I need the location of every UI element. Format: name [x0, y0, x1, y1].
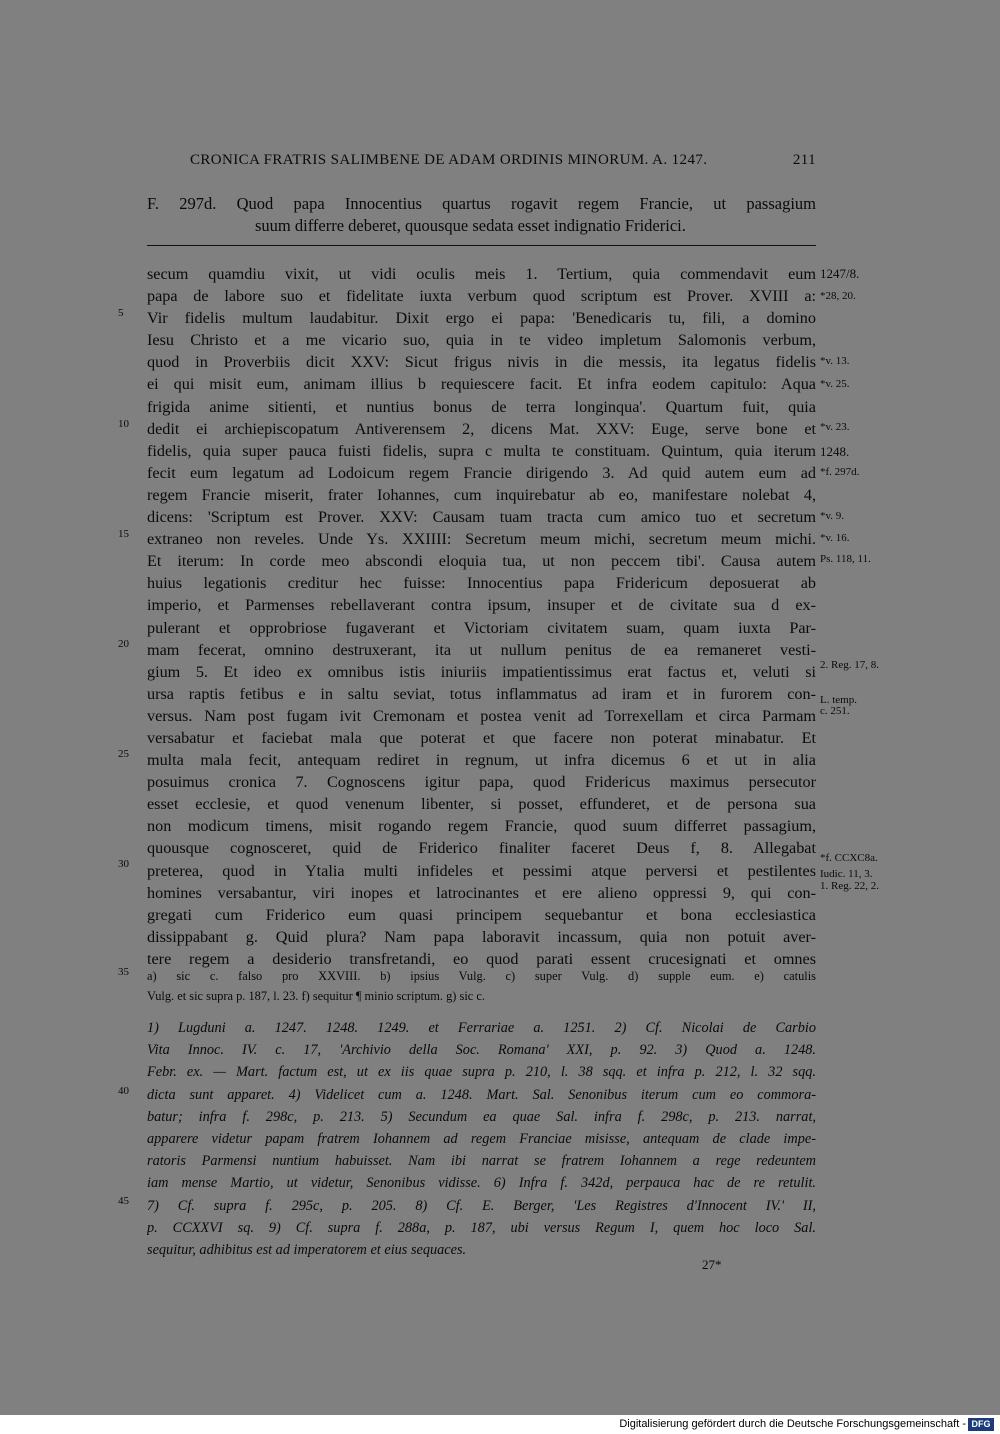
text-line: dedit ei archiepiscopatum Antiverensem 2, dicens Mat. XXV: Euge, serve bone et: [147, 419, 816, 438]
text-line: versabatur et faciebat mala que poterat et que facere non poterat minabatur. Et: [147, 728, 816, 747]
text-line: preterea, quod in Ytalia multi infideles et pessimi atque perversi et pestilentes: [147, 861, 816, 880]
running-header: [190, 152, 816, 169]
line-number: 40: [118, 1085, 129, 1097]
footnote-line: sequitur, adhibitus est ad imperatorem et eius sequaces.: [147, 1241, 467, 1258]
margin-note: L. temp.: [820, 694, 857, 706]
footnote-line: dicta sunt apparet. 4) Videlicet cum a. 1248. Mart. Sal. Senonibus iterum cum eo commora-: [147, 1086, 816, 1103]
main-text: [147, 263, 816, 970]
margin-note: *v. 23.: [820, 421, 850, 433]
text-line: Iesu Christo et a me vicario suo, quia in te video impletum Salomonis verbum,: [147, 331, 816, 350]
margin-note: 2. Reg. 17, 8.: [820, 659, 879, 671]
text-line: papa de labore suo et fidelitate iuxta verbum quod scriptum est Prover. XVIII a:: [147, 287, 816, 306]
chapter-heading-line: F. 297d. Quod papa Innocentius quartus rogavit regem Francie, ut passagium: [147, 194, 816, 213]
running-title: CRONICA FRATRIS SALIMBENE DE ADAM ORDINIS MINORUM. A. 1247.: [190, 152, 708, 168]
line-number: 5: [118, 307, 124, 319]
line-number: 25: [118, 748, 129, 760]
text-line: posuimus cronica 7. Cognoscens igitur papa, quod Fridericus maximus persecutor: [147, 773, 816, 792]
apparatus-line: a) sic c. falso pro XXVIII. b) ipsius Vulg. c) super Vulg. d) supple eum. e) catulis: [147, 969, 816, 983]
text-line: Vir fidelis multum laudabitur. Dixit ergo ei papa: 'Benedicaris tu, fili, a domino: [147, 309, 816, 328]
apparatus-line: Vulg. et sic supra p. 187, l. 23. f) sequitur ¶ minio scriptum. g) sic c.: [147, 989, 485, 1003]
text-line: extraneo non reveles. Unde Ys. XXIIII: Secretum meum michi, secretum meum michi.: [147, 530, 816, 549]
text-line: mam fecerat, omnino destruxerant, ita ut nullum penitus de ea remaneret vesti-: [147, 640, 816, 659]
text-line: gregati cum Friderico eum quasi principem sequebantur et bona ecclesiastica: [147, 905, 816, 924]
chapter-heading: [147, 193, 816, 237]
text-line: huius legationis creditur hec fuisse: Innocentius papa Fridericum deposuerat ab: [147, 574, 816, 593]
footnote-line: Vita Innoc. IV. c. 17, 'Archivio della Soc. Romana' XXI, p. 92. 3) Quod a. 1248.: [147, 1042, 816, 1059]
margin-note: Ps. 118, 11.: [820, 553, 871, 565]
margin-note: Iudic. 11, 3.: [820, 868, 873, 880]
text-line: dicens: 'Scriptum est Prover. XXV: Causam tuam tracta cum amico tuo et secretum: [147, 508, 816, 527]
margin-note: *v. 25.: [820, 378, 850, 390]
text-line: homines versabantur, viri inopes et latrocinantes et ere alieno oppressi 9, qui con-: [147, 883, 816, 902]
text-line: tere regem a desiderio transfretandi, eo quod parati essent crucesignati et omnes: [147, 949, 816, 968]
text-line: gium 5. Et ideo ex omnibus istis iniuriis impatientissimus erat factus et, veluti si: [147, 662, 816, 681]
text-line: regem Francie miserit, frater Iohannes, cum inquirebatur ab eo, manifestare nolebat 4,: [147, 485, 816, 504]
margin-note: 1. Reg. 22, 2.: [820, 880, 879, 892]
line-number: 45: [118, 1195, 129, 1207]
chapter-heading-line: suum differre deberet, quousque sedata esset indignatio Friderici.: [255, 216, 686, 236]
heading-divider: [147, 245, 816, 246]
text-line: quousque cognosceret, quid de Friderico finaliter faceret Deus f, 8. Allegabat: [147, 839, 816, 858]
text-line: non modicum timens, misit rogando regem Francie, quod suum differret passagium,: [147, 817, 816, 836]
line-number: 10: [118, 418, 129, 430]
line-number: 15: [118, 528, 129, 540]
margin-note: *v. 13.: [820, 355, 850, 367]
text-line: Et iterum: In corde meo abscondi eloquia tua, ut non peccem tibi'. Causa autem: [147, 552, 816, 571]
line-number: 30: [118, 858, 129, 870]
margin-note: c. 251.: [820, 705, 850, 717]
text-line: ursa raptis fetibus e in saltu seviat, totus inflammatus ad iram et in furorem con-: [147, 684, 816, 703]
text-line: pulerant et opprobriose fugaverant et Victoriam civitatem suam, quam iuxta Par-: [147, 618, 816, 637]
footnote-line: 1) Lugduni a. 1247. 1248. 1249. et Ferrariae a. 1251. 2) Cf. Nicolai de Carbio: [147, 1020, 816, 1036]
dfg-logo: DFG: [968, 1418, 994, 1431]
funding-notice: Digitalisierung gefördert durch die Deutsche Forschungsgemeinschaft -: [619, 1418, 966, 1430]
line-number: 20: [118, 638, 129, 650]
text-line: imperio, et Parmenses rebellaverant contra ipsum, insuper et de civitate sua d ex-: [147, 596, 816, 615]
text-line: dissippabant g. Quid plura? Nam papa laboravit incassum, quia non potuit aver-: [147, 927, 816, 946]
page-number: 211: [792, 152, 816, 168]
text-line: fecit eum legatum ad Lodoicum regem Francie dirigendo 3. Ad quid autem eum ad: [147, 463, 816, 482]
text-line: versus. Nam post fugam ivit Cremonam et postea venit ad Torrexellam et circa Parmam: [147, 706, 816, 725]
margin-note: *v. 16.: [820, 532, 850, 544]
footnote-line: apparere videtur papam fratrem Iohannem ad regem Franciae misisse, antequam de clade impe-: [147, 1130, 816, 1147]
footnote-line: Febr. ex. — Mart. factum est, ut ex iis quae supra p. 210, l. 38 sqq. et infra p. 212, l. 32 sqq.: [147, 1064, 816, 1081]
text-line: multa mala fecit, antequam rediret in regnum, ut infra dicemus 6 et ut in alia: [147, 751, 816, 770]
margin-note: *28, 20.: [820, 290, 856, 302]
text-line: frigida anime sitienti, et nuntius bonus de terra longinqua'. Quartum fuit, quia: [147, 397, 816, 416]
margin-note: *v. 9.: [820, 510, 845, 522]
margin-note: 1247/8.: [820, 266, 860, 281]
margin-note: *f. 297d.: [820, 466, 860, 478]
text-line: quod in Proverbiis dicit XXV: Sicut frigus nivis in die messis, ita legatus fidelis: [147, 353, 816, 372]
text-line: ei qui misit eum, animam illius b requiescere facit. Et infra eodem capitulo: Aqua: [147, 375, 816, 394]
line-number: 35: [118, 966, 129, 978]
margin-note: 1248.: [820, 444, 850, 459]
footnotes: [147, 1017, 816, 1261]
text-line: esset ecclesie, et quod venenum libenter, si posset, effunderet, et de persona sua: [147, 795, 816, 814]
footnote-line: 7) Cf. supra f. 295c, p. 205. 8) Cf. E. Berger, 'Les Registres d'Innocent IV.' II,: [147, 1197, 816, 1214]
text-line: secum quamdiu vixit, ut vidi oculis meis 1. Tertium, quia commendavit eum: [147, 265, 816, 283]
critical-apparatus: [147, 966, 816, 1006]
footer-bar: [0, 1415, 1000, 1434]
footnote-line: p. CCXXVI sq. 9) Cf. supra f. 288a, p. 187, ubi versus Regum I, quem hoc loco Sal.: [147, 1219, 816, 1236]
footnote-line: iam mense Martio, ut videtur, Senonibus vidisse. 6) Infra f. 342d, perpauca hac de re retulit.: [147, 1175, 816, 1192]
footnote-line: batur; infra f. 298c, p. 213. 5) Secundum ea quae Sal. infra f. 298c, p. 213. narrat,: [147, 1108, 816, 1125]
signature-mark: 27*: [702, 1257, 722, 1272]
margin-note: *f. CCXC8a.: [820, 852, 878, 864]
footnote-line: ratoris Parmensi nuntium habuisset. Nam ibi narrat se fratrem Iohannem a rege redeuntem: [147, 1153, 816, 1170]
text-line: fidelis, quia super pauca fuisti fidelis, supra c multa te constituam. Quintum, quia iterum: [147, 441, 816, 460]
